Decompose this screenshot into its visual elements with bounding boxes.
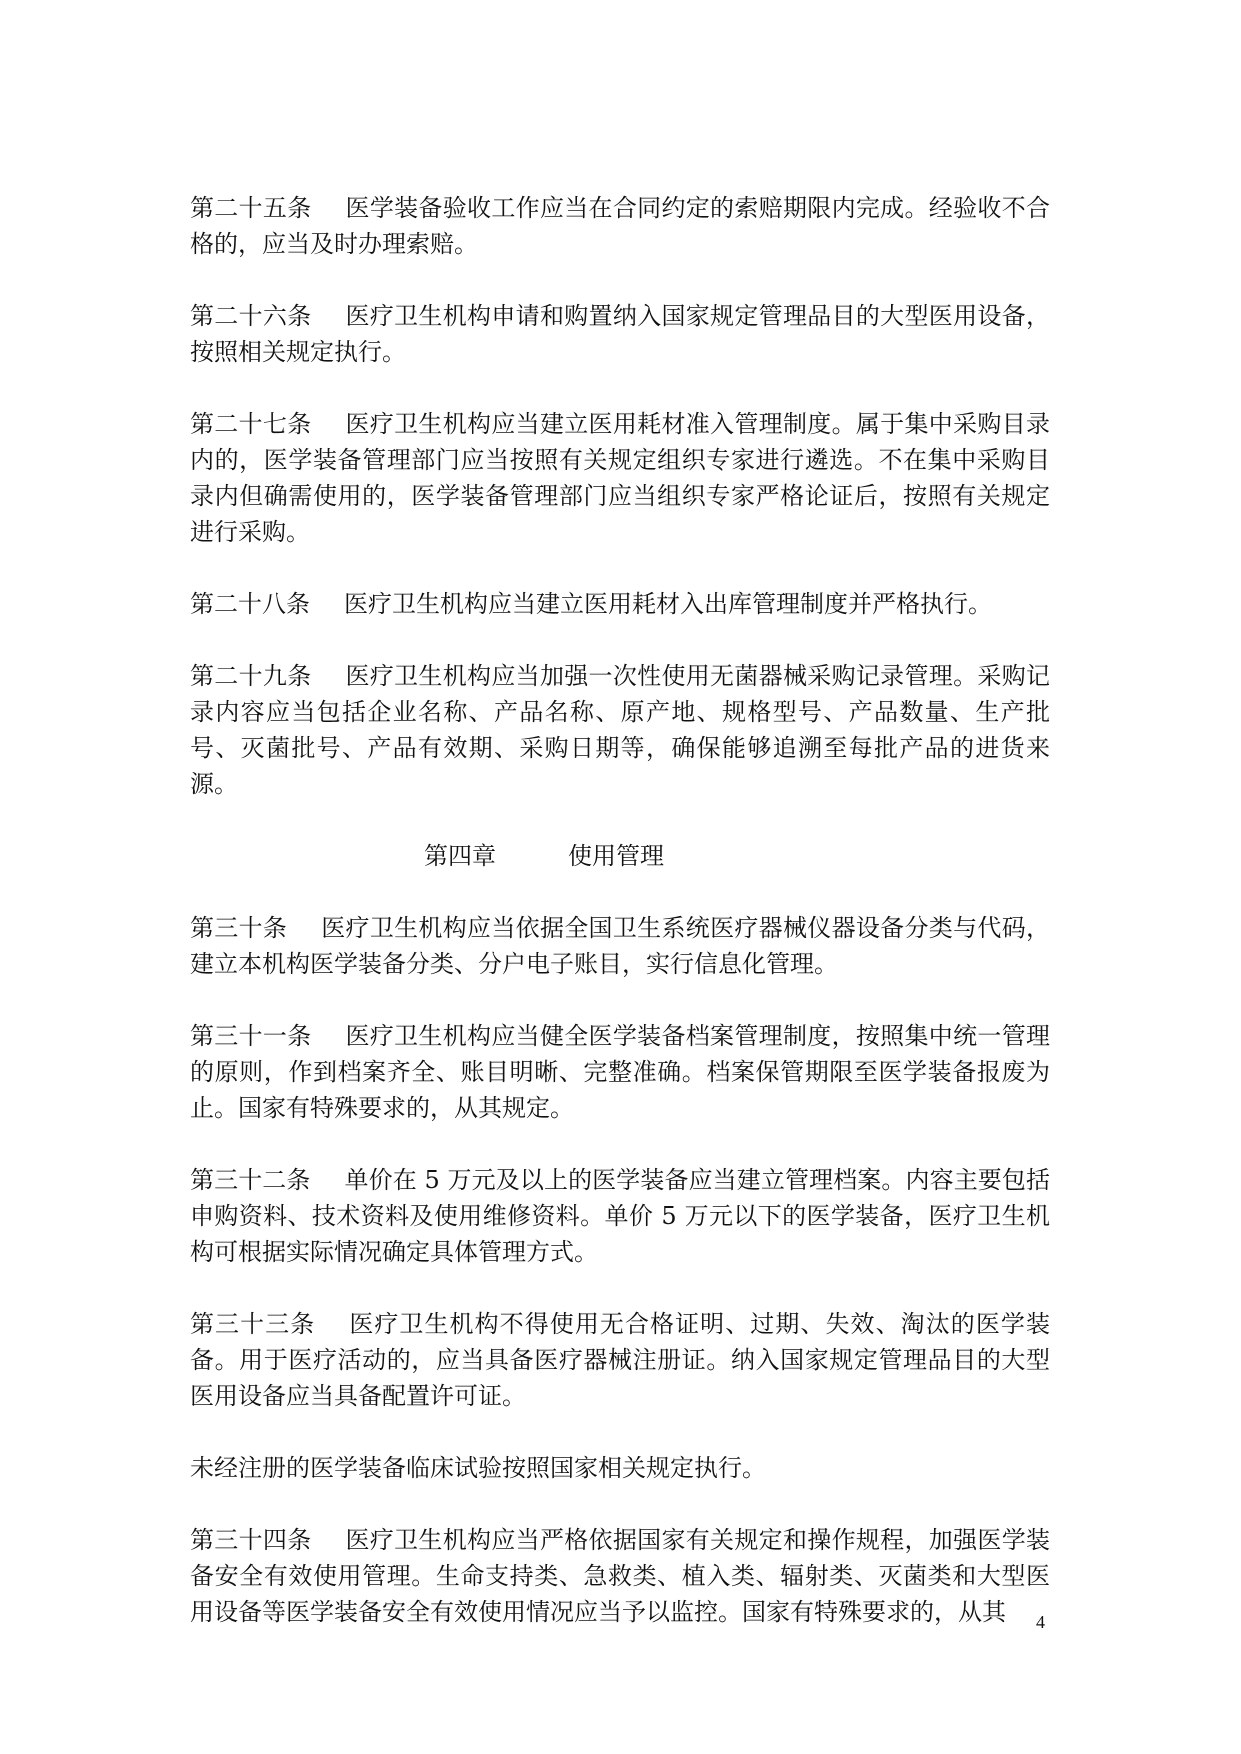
article-number: 第二十五条: [190, 194, 312, 222]
article-text: 医疗卫生机构应当依据全国卫生系统医疗器械仪器设备分类与代码，建立本机构医学装备分类、分户电子账目，实行信息化管理。: [190, 914, 1051, 978]
article-number: 第二十九条: [190, 662, 312, 690]
article-29: [190, 658, 1050, 802]
article-text: 单价在 5 万元及以上的医学装备应当建立管理档案。内容主要包括申购资料、技术资料及使用维修资料。单价 5 万元以下的医学装备，医疗卫生机构可根据实际情况确定具体管理方式。: [190, 1166, 1050, 1266]
chapter-title: 使用管理: [568, 842, 664, 870]
article-text: 医疗卫生机构应当严格依据国家有关规定和操作规程，加强医学装备安全有效使用管理。生命支持类、急救类、植入类、辐射类、灭菌类和大型医用设备等医学装备安全有效使用情况应当予以监控。国家有特殊要求的，从其: [190, 1526, 1050, 1626]
article-25: [190, 190, 1050, 262]
article-text: 医疗卫生机构申请和购置纳入国家规定管理品目的大型医用设备，按照相关规定执行。: [190, 302, 1050, 366]
plain-paragraph: 未经注册的医学装备临床试验按照国家相关规定执行。: [190, 1454, 766, 1482]
article-text: 医疗卫生机构应当健全医学装备档案管理制度，按照集中统一管理的原则，作到档案齐全、账目明晰、完整准确。档案保管期限至医学装备报废为止。国家有特殊要求的，从其规定。: [190, 1022, 1050, 1122]
article-26: [190, 298, 1050, 370]
article-number: 第二十六条: [190, 302, 312, 330]
page-number: 4: [1036, 1612, 1045, 1632]
article-31: [190, 1018, 1050, 1126]
document-page: [190, 190, 1050, 1666]
chapter-number: 第四章: [424, 842, 496, 870]
article-32: [190, 1162, 1050, 1270]
article-28: [190, 586, 1050, 622]
article-number: 第二十七条: [190, 410, 312, 438]
article-27: [190, 406, 1050, 550]
article-33: [190, 1306, 1050, 1414]
article-text: 医疗卫生机构应当建立医用耗材准入管理制度。属于集中采购目录内的，医学装备管理部门应当按照有关规定组织专家进行遴选。不在集中采购目录内但确需使用的，医学装备管理部门应当组织专家严格论证后，按照有关规定进行采购。: [190, 410, 1050, 546]
article-number: 第三十一条: [190, 1022, 312, 1050]
article-number: 第三十二条: [190, 1166, 311, 1194]
article-text: 医学装备验收工作应当在合同约定的索赔期限内完成。经验收不合格的，应当及时办理索赔。: [190, 194, 1050, 258]
article-number: 第三十条: [190, 914, 288, 942]
chapter-heading: [190, 838, 1050, 874]
article-30: [190, 910, 1050, 982]
article-number: 第三十四条: [190, 1526, 312, 1554]
article-34: [190, 1522, 1050, 1630]
article-text: 医疗卫生机构不得使用无合格证明、过期、失效、淘汰的医学装备。用于医疗活动的，应当具备医疗器械注册证。纳入国家规定管理品目的大型医用设备应当具备配置许可证。: [190, 1310, 1050, 1410]
article-text: 医疗卫生机构应当建立医用耗材入出库管理制度并严格执行。: [344, 590, 992, 618]
article-text: 医疗卫生机构应当加强一次性使用无菌器械采购记录管理。采购记录内容应当包括企业名称、产品名称、原产地、规格型号、产品数量、生产批号、灭菌批号、产品有效期、采购日期等，确保能够追溯至每批产品的进货来源。: [190, 662, 1050, 798]
article-number: 第三十三条: [190, 1310, 316, 1338]
article-number: 第二十八条: [190, 590, 310, 618]
